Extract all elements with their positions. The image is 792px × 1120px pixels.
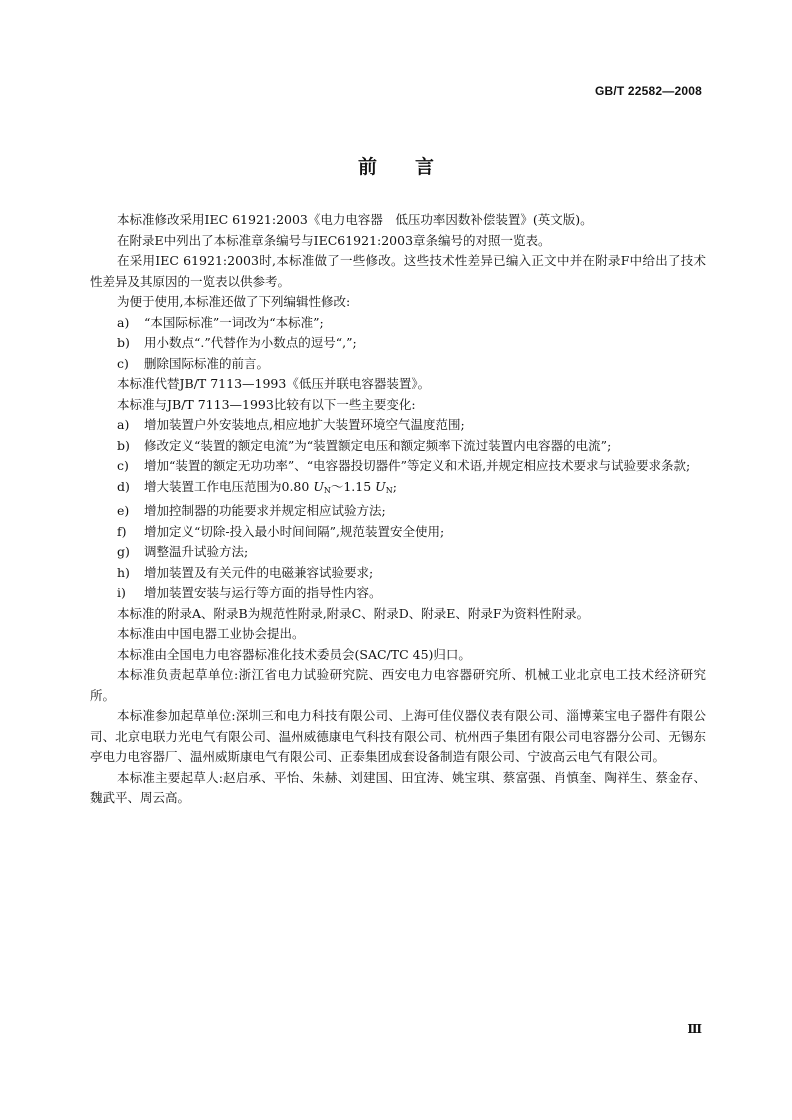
list-marker: d): [117, 478, 130, 494]
voltage-subscript: N: [385, 485, 393, 495]
paragraph-editorial-intro: 为便于使用,本标准还做了下列编辑性修改:: [117, 294, 351, 309]
editorial-changes-list: [90, 313, 706, 375]
paragraph-committee: 本标准由全国电力电容器标准化技术委员会(SAC/TC 45)归口。: [117, 646, 471, 662]
list-item: [90, 563, 706, 584]
voltage-symbol: U: [375, 478, 386, 494]
paragraph-drafters: 本标准主要起草人:赵启承、平怡、朱赫、刘建国、田宜涛、姚宝琪、蔡富强、肖慎奎、陶祥生、蔡金存、魏武平、周云高。: [90, 769, 706, 805]
list-marker: b): [117, 335, 130, 350]
list-marker: a): [117, 314, 130, 330]
list-item: [90, 501, 706, 522]
paragraph-modifications: 在采用IEC 61921:2003时,本标准做了一些修改。这些技术性差异已编入正文中并在附录F中给出了技术性差异及其原因的一览表以供参考。: [90, 253, 706, 289]
list-item: [90, 333, 706, 354]
page-title: 前言: [357, 156, 472, 178]
list-marker: b): [117, 437, 130, 453]
paragraph-proposer: 本标准由中国电器工业协会提出。: [117, 626, 305, 641]
list-item: [90, 354, 706, 375]
list-item: [90, 313, 706, 334]
list-text: “本国际标准”一词改为“本标准”;: [144, 314, 324, 330]
list-marker: c): [117, 458, 129, 473]
list-text: 增加装置户外安装地点,相应地扩大装置环境空气温度范围;: [144, 417, 465, 432]
paragraph-participating-units: 本标准参加起草单位:深圳三和电力科技有限公司、上海可佳仪器仪表有限公司、淄博莱宝电子器件有限公司、北京电联力光电气有限公司、温州威德康电气科技有限公司、杭州西子集团有限公司电容器分公司、无锡东亭电力电容器厂、温州威斯康电气有限公司、正泰集团成套设备制造有限公司、宁波高云电气有限公司。: [90, 708, 706, 764]
paragraph-changes-intro: 本标准与JB/T 7113—1993比较有以下一些主要变化:: [117, 396, 416, 412]
voltage-range-text: 增大装置工作电压范围为0.80: [144, 478, 314, 494]
list-item: [90, 415, 706, 436]
list-text: 增加控制器的功能要求并规定相应试验方法;: [144, 503, 386, 518]
list-marker: c): [117, 355, 129, 371]
list-marker: a): [117, 417, 130, 432]
list-item: [90, 583, 706, 604]
list-text: 增加装置安装与运行等方面的指导性内容。: [144, 585, 382, 600]
voltage-range-text: ;: [392, 478, 397, 494]
list-item: [90, 436, 706, 457]
list-text: [144, 479, 397, 494]
list-marker: i): [117, 585, 126, 600]
list-marker: f): [117, 523, 127, 539]
list-text: 删除国际标准的前言。: [144, 355, 270, 371]
list-item: [90, 522, 706, 543]
list-item: [90, 542, 706, 563]
list-text: 增加“装置的额定无功功率”、“电容器投切器件”等定义和术语,并规定相应技术要求与试验要求条款;: [144, 458, 691, 473]
paragraph-annex-e: 在附录E中列出了本标准章条编号与IEC61921:2003章条编号的对照一览表。: [117, 232, 551, 248]
list-item: [90, 456, 706, 477]
voltage-symbol: U: [313, 478, 324, 494]
paragraph-adoption: 本标准修改采用IEC 61921:2003《电力电容器 低压功率因数补偿装置》(英文版)。: [117, 212, 593, 227]
list-text: 修改定义“装置的额定电流”为“装置额定电压和额定频率下流过装置内电容器的电流”;: [144, 437, 612, 453]
list-item: [90, 477, 706, 502]
list-text: 调整温升试验方法;: [144, 544, 249, 559]
document-body: [90, 210, 706, 809]
page-number: Ⅲ: [687, 1022, 702, 1036]
paragraph-drafting-units: 本标准负责起草单位:浙江省电力试验研究院、西安电力电容器研究所、机械工业北京电工技术经济研究所。: [90, 667, 706, 703]
voltage-subscript: N: [323, 485, 331, 495]
list-marker: h): [117, 564, 130, 580]
main-changes-list: [90, 415, 706, 604]
list-text: 增加定义“切除-投入最小时间间隔”,规范装置安全使用;: [144, 523, 445, 539]
list-marker: e): [117, 503, 130, 518]
paragraph-annexes: 本标准的附录A、附录B为规范性附录,附录C、附录D、附录E、附录F为资料性附录。: [117, 605, 590, 621]
paragraph-replaces: 本标准代替JB/T 7113—1993《低压并联电容器装置》。: [117, 376, 431, 391]
standard-code: GB/T 22582—2008: [594, 84, 702, 98]
list-marker: g): [117, 544, 130, 559]
voltage-range-text: ～1.15: [330, 478, 376, 494]
list-text: 用小数点“.”代替作为小数点的逗号“,”;: [144, 335, 357, 350]
list-text: 增加装置及有关元件的电磁兼容试验要求;: [144, 564, 374, 580]
